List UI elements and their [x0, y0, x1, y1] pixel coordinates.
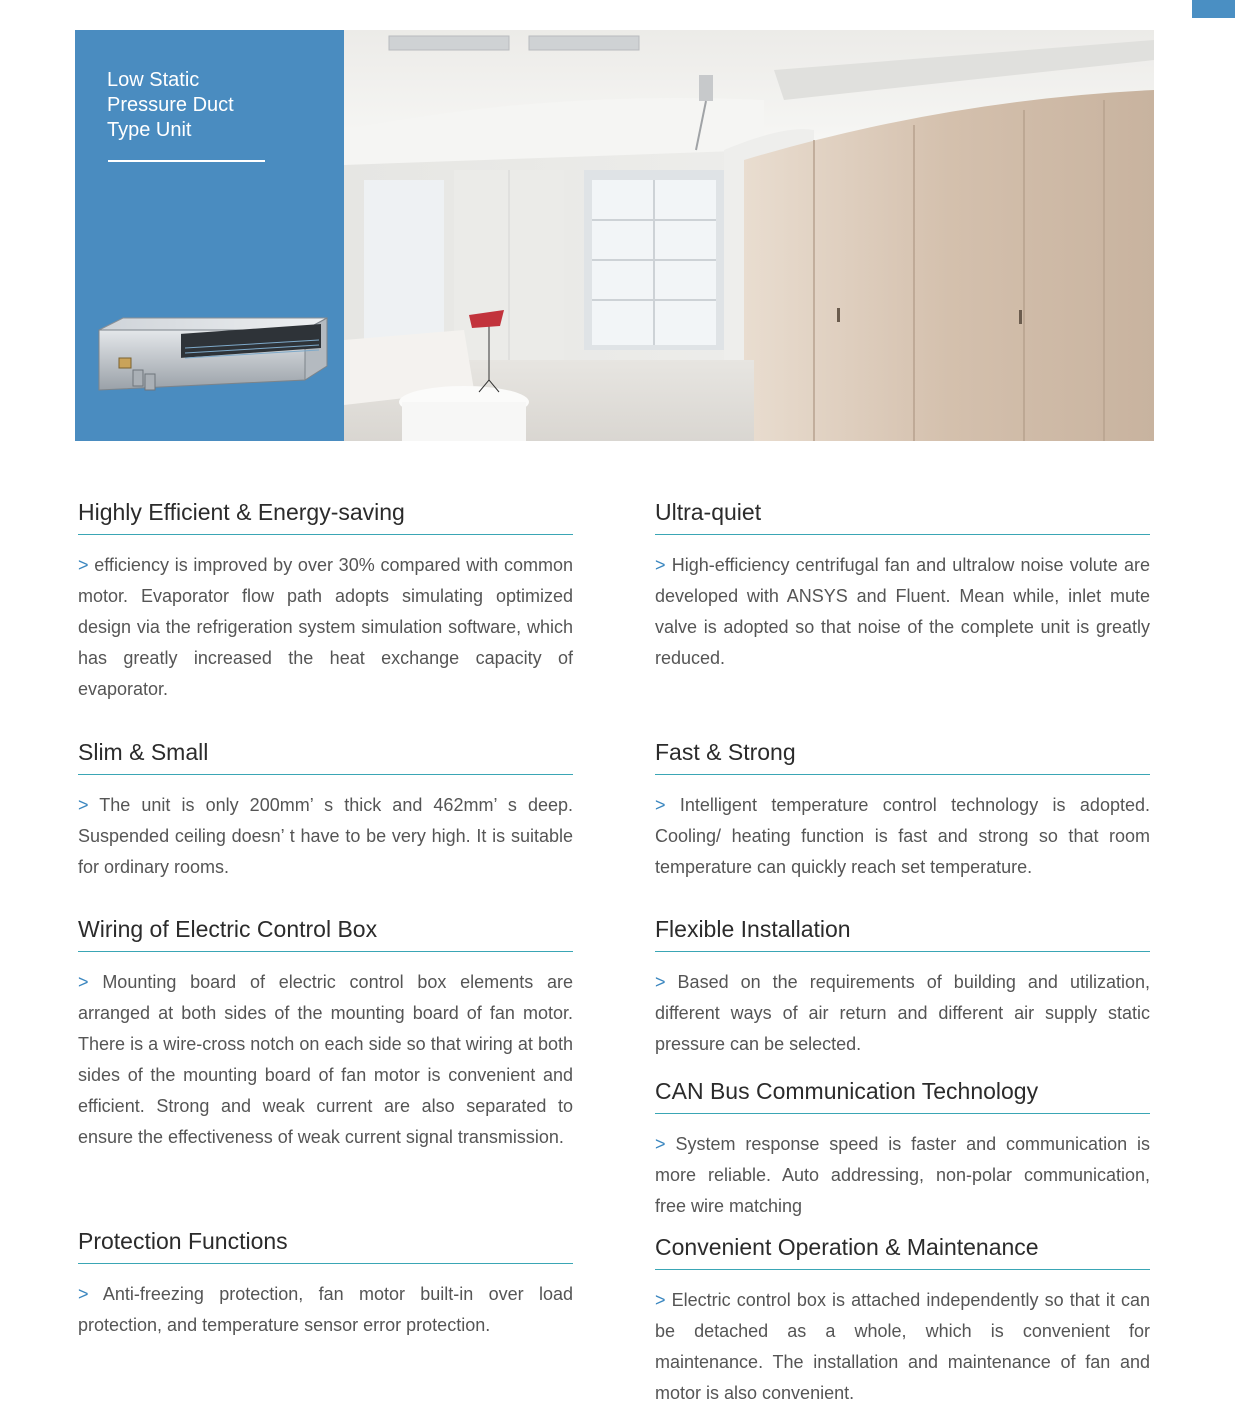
section-heading: Wiring of Electric Control Box: [78, 916, 378, 942]
section-divider: [655, 534, 1150, 535]
section-body-text: Mounting board of electric control box elements are arranged at both sides of the mounting board of fan motor. There is a wire-cross notch on each side so that wiring at both sides of the mounting board of fan motor is convenient and efficient. Strong and weak current are also separated to ensure the effectiveness of weak current signal transmission.: [78, 972, 573, 1147]
section-divider: [655, 1269, 1150, 1270]
section-fast-strong: [655, 737, 1150, 883]
bullet-arrow-icon: >: [655, 555, 666, 575]
section-heading: Protection Functions: [78, 1228, 288, 1254]
section-can-bus: [655, 1076, 1150, 1222]
bullet-arrow-icon: >: [78, 972, 89, 992]
section-flexible-installation: [655, 914, 1150, 1060]
section-body: [78, 550, 573, 705]
banner: [75, 30, 1154, 441]
section-body-text: Intelligent temperature control technology is adopted. Cooling/ heating function is fast and strong so that room temperature can quickly reach set temperature.: [655, 795, 1150, 877]
section-body-text: The unit is only 200mm’ s thick and 462mm’ s deep. Suspended ceiling doesn’ t have to be very high. It is suitable for ordinary rooms.: [78, 795, 573, 877]
section-divider: [655, 774, 1150, 775]
section-body-text: Anti-freezing protection, fan motor built-in over load protection, and temperature sensor error protection.: [78, 1284, 573, 1335]
banner-title-line-1: Low Static: [107, 69, 200, 91]
duct-unit-image: [93, 314, 329, 396]
section-body: [78, 1279, 573, 1341]
section-heading: Convenient Operation & Maintenance: [655, 1234, 1039, 1260]
section-slim-small: [78, 737, 573, 883]
banner-title-underline: [108, 160, 265, 162]
section-convenient-maintenance: [655, 1232, 1150, 1409]
section-divider: [655, 1113, 1150, 1114]
bullet-arrow-icon: >: [78, 555, 89, 575]
section-heading: Highly Efficient & Energy-saving: [78, 499, 405, 525]
section-body: [655, 1129, 1150, 1222]
banner-title: [107, 68, 327, 143]
section-heading: CAN Bus Communication Technology: [655, 1078, 1039, 1104]
banner-title-line-3: Type Unit: [107, 119, 192, 141]
interior-room-photo: [344, 30, 1154, 441]
section-heading: Ultra-quiet: [655, 499, 762, 525]
bullet-arrow-icon: >: [78, 1284, 89, 1304]
section-body-text: efficiency is improved by over 30% compared with common motor. Evaporator flow path adopts simulating optimized design via the refrigeration system simulation software, which has greatly increased the heat exchange capacity of evaporator.: [78, 555, 573, 699]
section-body-text: High-efficiency centrifugal fan and ultralow noise volute are developed with ANSYS and Fluent. Mean while, inlet mute valve is adopted so that noise of the complete unit is greatly reduced.: [655, 555, 1150, 668]
section-body-text: Electric control box is attached independently so that it can be detached as a whole, which is convenient for maintenance. The installation and maintenance of fan and motor is also convenient.: [655, 1290, 1150, 1403]
section-heading: Flexible Installation: [655, 916, 851, 942]
section-wiring: [78, 914, 573, 1153]
bullet-arrow-icon: >: [78, 795, 89, 815]
bullet-arrow-icon: >: [655, 795, 666, 815]
section-protection: [78, 1226, 573, 1341]
corner-tab: [1192, 0, 1235, 18]
section-body: [655, 1285, 1150, 1409]
section-body: [655, 790, 1150, 883]
section-divider: [78, 951, 573, 952]
section-highly-efficient: [78, 497, 573, 705]
section-divider: [78, 774, 573, 775]
section-body: [78, 790, 573, 883]
section-heading: Fast & Strong: [655, 739, 796, 765]
section-divider: [655, 951, 1150, 952]
bullet-arrow-icon: >: [655, 972, 666, 992]
section-divider: [78, 534, 573, 535]
banner-title-line-2: Pressure Duct: [107, 94, 234, 116]
section-heading: Slim & Small: [78, 739, 209, 765]
section-body-text: System response speed is faster and communication is more reliable. Auto addressing, non-polar communication, free wire matching: [655, 1134, 1150, 1216]
banner-title-panel: [75, 30, 344, 441]
section-body: [655, 550, 1150, 674]
bullet-arrow-icon: >: [655, 1134, 666, 1154]
section-body: [655, 967, 1150, 1060]
section-body: [78, 967, 573, 1153]
section-ultra-quiet: [655, 497, 1150, 674]
bullet-arrow-icon: >: [655, 1290, 666, 1310]
section-body-text: Based on the requirements of building and utilization, different ways of air return and different air supply static pressure can be selected.: [655, 972, 1150, 1054]
section-divider: [78, 1263, 573, 1264]
